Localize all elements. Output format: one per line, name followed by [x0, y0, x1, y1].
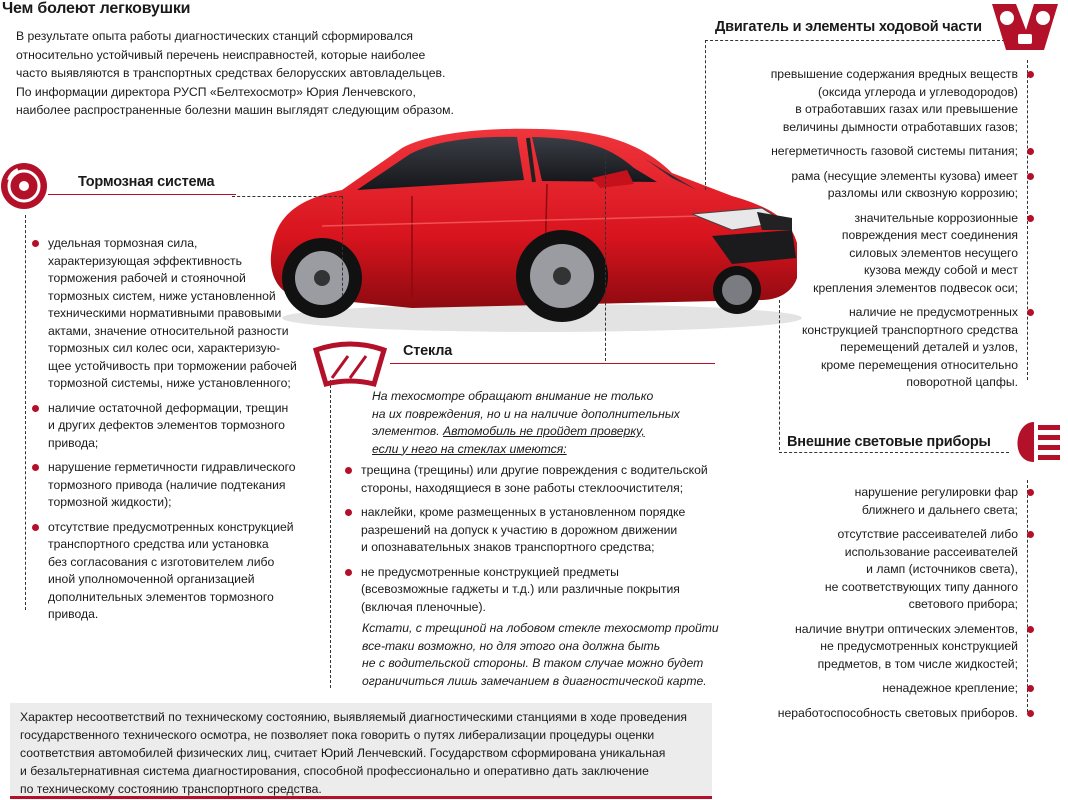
- summary-text: [20, 708, 702, 798]
- text-line: кузова между собой и мест: [863, 263, 1018, 277]
- heading-underline: [48, 194, 236, 195]
- text-line: предметов, в том числе жидкостей;: [817, 656, 1018, 671]
- text-line: конструкцией транспортного средства: [801, 322, 1018, 337]
- text-line: тормозного привода (наличие подтекания: [48, 477, 286, 492]
- text-line: не предусмотренные конструкцией предметы: [361, 564, 619, 579]
- text-line: наличие внутри оптических элементов,: [794, 621, 1018, 636]
- list-item: [32, 400, 332, 453]
- text-line: транспортного средства или установка: [48, 537, 269, 551]
- list-item: [735, 484, 1034, 519]
- intro-text: [16, 27, 486, 120]
- text-line: если у него на стеклах имеются:: [372, 441, 567, 456]
- car-illustration: [262, 118, 802, 338]
- list-item: [735, 526, 1034, 614]
- engine-list: [735, 66, 1034, 399]
- list-item: [735, 304, 1034, 392]
- list-item: [345, 564, 725, 617]
- text-line: тормозных систем, ниже установленной: [48, 288, 276, 303]
- glass-note: [362, 620, 722, 690]
- glass-list: [345, 462, 725, 623]
- text-line: (включая пленочные).: [361, 599, 486, 614]
- connector-line: [342, 196, 343, 296]
- text-line: нарушение герметичности гидравлического: [48, 460, 296, 474]
- intro-line: В результате опыта работы диагностических станций сформировался: [16, 29, 414, 43]
- list-item: [32, 459, 332, 512]
- connector-line: [705, 40, 706, 190]
- text-line: привода.: [48, 607, 99, 621]
- text-line: характеризующая эффективность: [48, 253, 242, 268]
- brakes-heading: Тормозная система: [78, 174, 215, 190]
- text-line: не соответствующих типу данного: [824, 579, 1018, 594]
- text-line: ограничиться лишь замечанием в диагностической карте.: [362, 673, 707, 688]
- text-line: неработоспособность световых приборов.: [777, 705, 1018, 720]
- connector-line: [605, 156, 606, 361]
- text-line: в отработавших газах или превышение: [795, 102, 1018, 116]
- glass-intro: [372, 388, 702, 458]
- engine-heading: Двигатель и элементы ходовой части: [715, 19, 982, 35]
- text-line: повреждения мест соединения: [841, 228, 1018, 242]
- text-line: отсутствие рассеивателей либо: [837, 527, 1018, 541]
- text-line: техническими нормативными правовыми: [48, 306, 282, 320]
- text-line: стороны, находящиеся в зоне работы стеклоочистителя;: [361, 480, 684, 495]
- headlight-icon: [1008, 418, 1064, 466]
- text-line: тормозных сил колес оси, характеризую-: [48, 341, 281, 355]
- text-line: и других дефектов элементов тормозного: [48, 418, 285, 432]
- text-line: дополнительных элементов тормозного: [48, 589, 274, 604]
- text-line: Характер несоответствий по техническому состоянию, выявляемый диагностическими станциями в ходе проведения: [20, 710, 687, 724]
- summary-box: [10, 703, 712, 799]
- text-line: перемещений деталей и узлов,: [840, 340, 1018, 354]
- intro-line: относительно устойчивый перечень неисправностей, которые наиболее: [16, 47, 426, 62]
- text-line: щее устойчивость при торможении рабочей: [48, 358, 297, 373]
- text-line: все-таки возможно, но для этого она должна быть: [362, 638, 661, 653]
- text-line: соответствия автомобилей физических лиц, считает Юрий Ленчевский. Государством сформирована уникальная: [20, 746, 666, 760]
- text-line: Кстати, с трещиной на лобовом стекле техосмотр пройти: [362, 621, 719, 635]
- text-line: крепления элементов подвесок оси;: [813, 280, 1018, 295]
- text-line: наличие не предусмотренных: [848, 305, 1018, 319]
- text-line: на их повреждения, но и на наличие дополнительных: [372, 406, 680, 421]
- text-line: тормозной жидкости);: [48, 495, 172, 509]
- lights-heading: Внешние световые приборы: [787, 434, 991, 450]
- brake-disc-icon: [0, 162, 48, 210]
- text-line: государственного технического осмотра, не позволяет пока говорить о путях либерализации процедуры оценки: [20, 728, 655, 742]
- text-line: разрешений на допуск к участию в дорожном движении: [361, 522, 678, 537]
- text-line: разломы или сквозную коррозию;: [827, 186, 1018, 200]
- text-line: наклейки, кроме размещенных в установленном порядке: [361, 505, 686, 519]
- text-line: привода;: [48, 435, 99, 450]
- list-item: [735, 66, 1034, 136]
- text-line: величины дымности отработавших газов;: [782, 119, 1018, 134]
- text-line: (оксида углерода и углеводородов): [817, 84, 1018, 99]
- text-line: удельная тормозная сила,: [48, 236, 198, 250]
- glass-heading: Стекла: [403, 343, 453, 359]
- text-line: без согласования с изготовителем либо: [48, 554, 275, 569]
- text-line: значительные коррозионные: [854, 210, 1018, 225]
- list-item: [735, 168, 1034, 203]
- text-line: ненадежное крепление;: [882, 681, 1018, 695]
- list-item: [345, 462, 725, 497]
- text-line: по техническому состоянию транспортного средства.: [20, 782, 322, 796]
- text-line: поворотной цапфы.: [906, 375, 1018, 389]
- page-title: Чем болеют легковушки: [2, 0, 191, 17]
- list-item: [32, 235, 332, 393]
- text-line: превышение содержания вредных веществ: [770, 67, 1018, 81]
- windshield-icon: [310, 340, 390, 388]
- list-item: [735, 621, 1034, 674]
- text-line: (всевозможные гаджеты и т.д.) или различные покрытия: [361, 582, 680, 596]
- intro-line: наиболее распространенные болезни машин выглядят следующим образом.: [16, 103, 454, 117]
- text-line: рама (несущие элементы кузова) имеет: [791, 168, 1018, 183]
- text-line: использование рассеивателей: [844, 544, 1018, 559]
- text-line: силовых элементов несущего: [849, 245, 1018, 260]
- text-line: отсутствие предусмотренных конструкцией: [48, 519, 294, 534]
- engine-pistons-icon: [988, 0, 1062, 60]
- list-item: [735, 210, 1034, 298]
- text-line: и безальтернативная система диагностирования, способной профессионально и оперативно дать заключение: [20, 764, 649, 778]
- text-line: актами, значение относительной разности: [48, 323, 289, 338]
- text-line: торможения рабочей и стояночной: [48, 271, 246, 285]
- heading-underline: [390, 363, 715, 364]
- intro-line: По информации директора РУСП «Белтехосмотр» Юрия Ленчевского,: [16, 84, 416, 99]
- list-item: [32, 519, 332, 624]
- text-line: и ламп (источников света),: [866, 562, 1018, 576]
- text-line: ближнего и дальнего света;: [861, 502, 1018, 517]
- text-line: светового прибора;: [908, 597, 1018, 611]
- text-line: наличие остаточной деформации, трещин: [48, 400, 289, 415]
- text-line: не предусмотренных конструкцией: [820, 639, 1018, 653]
- text-line: и опознавательных знаков транспортного средства;: [361, 540, 655, 554]
- text-line: иной уполномоченной организацией: [48, 572, 255, 586]
- text-line: нарушение регулировки фар: [854, 485, 1018, 499]
- list-item: [735, 705, 1034, 723]
- text-line: элементов.: [372, 424, 444, 438]
- text-line: кроме перемещения относительно: [820, 357, 1018, 372]
- text-line: трещина (трещины) или другие повреждения с водительской: [361, 463, 708, 477]
- connector-line: [705, 40, 1005, 41]
- text-line: тормозной системы, ниже установленного;: [48, 376, 291, 390]
- text-line: Автомобиль не пройдет проверку,: [443, 424, 645, 438]
- brakes-list: [32, 235, 332, 631]
- list-item: [345, 504, 725, 557]
- lights-list: [735, 484, 1034, 729]
- text-line: На техосмотре обращают внимание не только: [372, 389, 654, 403]
- list-item: [735, 143, 1034, 161]
- intro-line: часто выявляются в транспортных средствах белорусских автовладельцев.: [16, 66, 446, 80]
- connector-line: [232, 196, 342, 197]
- connector-line: [779, 452, 1009, 453]
- text-line: негерметичность газовой системы питания;: [771, 144, 1018, 158]
- connector-line: [25, 215, 26, 610]
- text-line: не с водительской стороны. В таком случае можно будет: [362, 656, 704, 670]
- front-wheel: [516, 230, 608, 322]
- list-item: [735, 680, 1034, 698]
